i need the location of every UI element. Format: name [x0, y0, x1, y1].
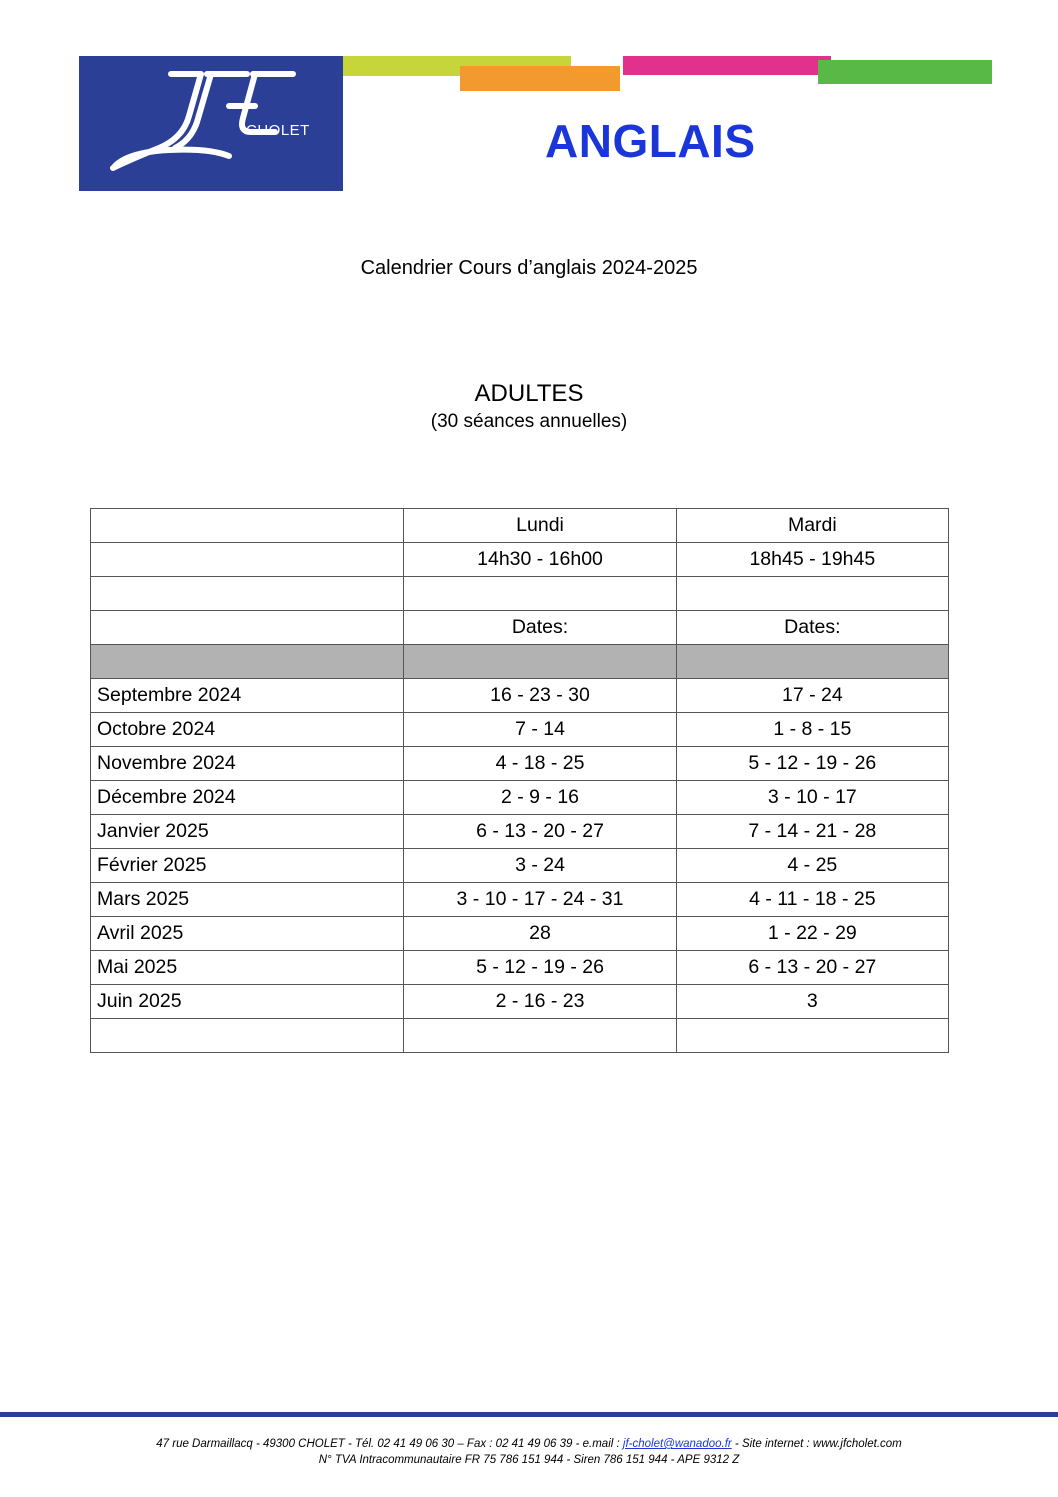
tuesday-dates-cell: 17 - 24	[676, 679, 948, 713]
monday-dates-cell: 5 - 12 - 19 - 26	[404, 951, 676, 985]
org-name: CHOLET	[246, 122, 310, 139]
table-cell	[676, 645, 948, 679]
stripe-magenta	[623, 56, 831, 75]
month-cell: Décembre 2024	[91, 781, 404, 815]
dates-label-monday: Dates:	[404, 611, 676, 645]
tuesday-dates-cell: 3	[676, 985, 948, 1019]
tuesday-dates-cell: 3 - 10 - 17	[676, 781, 948, 815]
month-cell: Avril 2025	[91, 917, 404, 951]
footer-address-line	[0, 1438, 1058, 1450]
table-separator-row	[91, 645, 949, 679]
table-cell	[91, 645, 404, 679]
table-empty-row	[91, 1019, 949, 1053]
table-cell	[91, 543, 404, 577]
schedule-table	[90, 508, 949, 1053]
month-cell: Septembre 2024	[91, 679, 404, 713]
month-cell: Janvier 2025	[91, 815, 404, 849]
tuesday-dates-cell: 1 - 22 - 29	[676, 917, 948, 951]
table-cell	[91, 577, 404, 611]
page-title: ANGLAIS	[545, 115, 756, 167]
table-cell	[676, 577, 948, 611]
table-row	[91, 985, 949, 1019]
table-row	[91, 679, 949, 713]
stripe-green	[818, 60, 992, 84]
footer-website-text: - Site internet : www.jfcholet.com	[731, 1438, 902, 1450]
table-cell	[91, 509, 404, 543]
table-cell	[404, 1019, 676, 1053]
logo	[79, 56, 343, 191]
tuesday-dates-cell: 1 - 8 - 15	[676, 713, 948, 747]
month-cell: Février 2025	[91, 849, 404, 883]
table-cell	[404, 645, 676, 679]
day-header-tuesday: Mardi	[676, 509, 948, 543]
table-dates-label-row	[91, 611, 949, 645]
month-cell: Juin 2025	[91, 985, 404, 1019]
table-header-row	[91, 509, 949, 543]
day-header-monday: Lundi	[404, 509, 676, 543]
footer-registration-line: N° TVA Intracommunautaire FR 75 786 151 944 - Siren 786 151 944 - APE 9312 Z	[318, 1454, 740, 1466]
table-row	[91, 883, 949, 917]
monday-dates-cell: 6 - 13 - 20 - 27	[404, 815, 676, 849]
table-cell	[91, 1019, 404, 1053]
table-row	[91, 713, 949, 747]
time-tuesday: 18h45 - 19h45	[676, 543, 948, 577]
tuesday-dates-cell: 5 - 12 - 19 - 26	[676, 747, 948, 781]
monday-dates-cell: 3 - 10 - 17 - 24 - 31	[404, 883, 676, 917]
monday-dates-cell: 16 - 23 - 30	[404, 679, 676, 713]
section-title: ADULTES	[474, 380, 584, 407]
tuesday-dates-cell: 4 - 25	[676, 849, 948, 883]
table-time-row	[91, 543, 949, 577]
monday-dates-cell: 2 - 16 - 23	[404, 985, 676, 1019]
table-empty-row	[91, 577, 949, 611]
tuesday-dates-cell: 7 - 14 - 21 - 28	[676, 815, 948, 849]
table-row	[91, 951, 949, 985]
monday-dates-cell: 2 - 9 - 16	[404, 781, 676, 815]
monday-dates-cell: 7 - 14	[404, 713, 676, 747]
monday-dates-cell: 28	[404, 917, 676, 951]
month-cell: Octobre 2024	[91, 713, 404, 747]
month-cell: Mars 2025	[91, 883, 404, 917]
table-row	[91, 781, 949, 815]
section-note: (30 séances annuelles)	[430, 411, 628, 432]
stripe-orange	[460, 66, 620, 91]
document-subtitle: Calendrier Cours d’anglais 2024-2025	[360, 257, 698, 279]
month-cell: Mai 2025	[91, 951, 404, 985]
email-link[interactable]: jf-cholet@wanadoo.fr	[622, 1438, 732, 1450]
table-row	[91, 815, 949, 849]
time-monday: 14h30 - 16h00	[404, 543, 676, 577]
tuesday-dates-cell: 6 - 13 - 20 - 27	[676, 951, 948, 985]
footer-rule	[0, 1412, 1058, 1417]
tuesday-dates-cell: 4 - 11 - 18 - 25	[676, 883, 948, 917]
table-cell	[91, 611, 404, 645]
table-row	[91, 849, 949, 883]
table-cell	[404, 577, 676, 611]
footer-address-text: 47 rue Darmaillacq - 49300 CHOLET - Tél. 02 41 49 06 30 – Fax : 02 41 49 06 39 - e.mail :	[156, 1438, 623, 1450]
table-row	[91, 917, 949, 951]
table-cell	[676, 1019, 948, 1053]
table-row	[91, 747, 949, 781]
monday-dates-cell: 4 - 18 - 25	[404, 747, 676, 781]
monday-dates-cell: 3 - 24	[404, 849, 676, 883]
dates-label-tuesday: Dates:	[676, 611, 948, 645]
month-cell: Novembre 2024	[91, 747, 404, 781]
